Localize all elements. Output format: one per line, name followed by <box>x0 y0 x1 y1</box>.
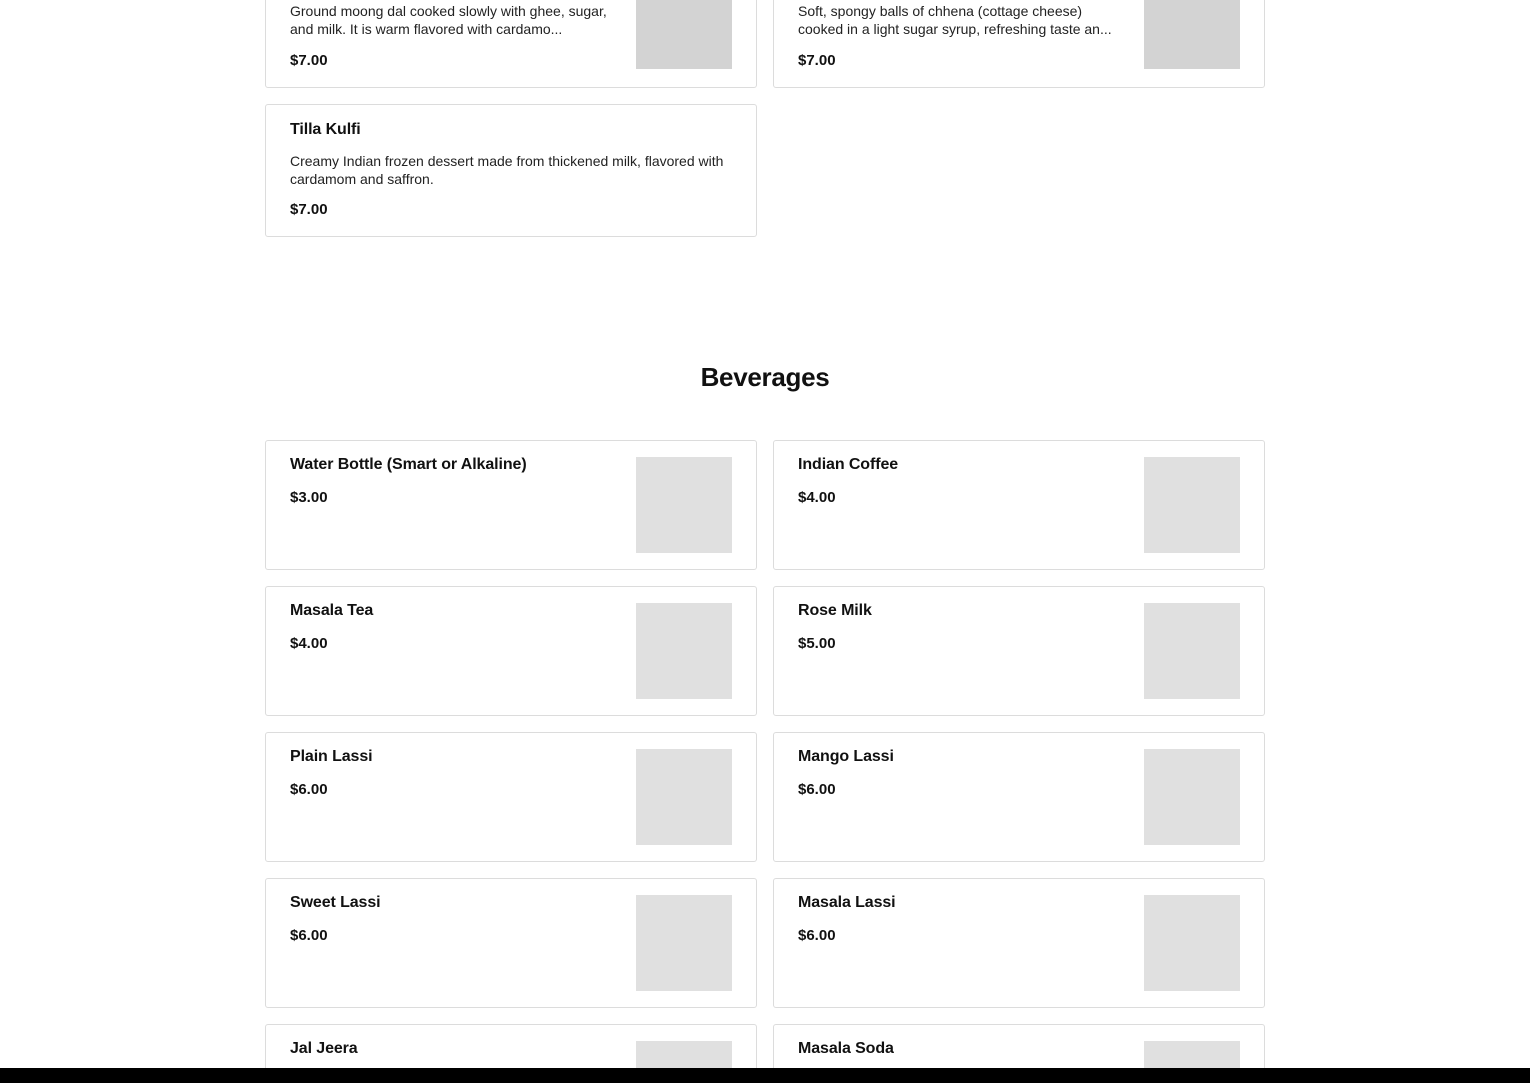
menu-item-name: Tilla Kulfi <box>290 121 361 138</box>
menu-item-price: $6.00 <box>290 927 328 944</box>
menu-item-price: $5.00 <box>798 635 836 652</box>
menu-item-card[interactable] <box>773 440 1265 570</box>
menu-item-price: $3.00 <box>290 489 328 506</box>
section-title-beverages: Beverages <box>700 362 830 392</box>
menu-item-price: $4.00 <box>798 489 836 506</box>
menu-item-name: Plain Lassi <box>290 748 373 765</box>
menu-item-name: Rose Milk <box>798 602 872 619</box>
menu-item-name: Mango Lassi <box>798 748 894 765</box>
menu-item-price: $7.00 <box>290 52 328 69</box>
menu-item-name: Masala Soda <box>798 1040 894 1057</box>
menu-item-name: Sweet Lassi <box>290 894 381 911</box>
menu-item-name: Masala Lassi <box>798 894 896 911</box>
menu-item-image-placeholder <box>636 0 732 69</box>
menu-item-card[interactable] <box>773 878 1265 1008</box>
menu-item-card[interactable] <box>773 732 1265 862</box>
menu-item-image-placeholder <box>1144 603 1240 699</box>
menu-item-name: Jal Jeera <box>290 1040 358 1057</box>
menu-item-price: $6.00 <box>798 781 836 798</box>
menu-item-image-placeholder <box>1144 457 1240 553</box>
menu-item-card[interactable] <box>265 732 757 862</box>
menu-item-card[interactable] <box>265 586 757 716</box>
menu-item-card[interactable] <box>265 0 757 88</box>
menu-item-name: Water Bottle (Smart or Alkaline) <box>290 456 527 473</box>
menu-item-card[interactable] <box>265 878 757 1008</box>
menu-item-price: $4.00 <box>290 635 328 652</box>
menu-item-description: Creamy Indian frozen dessert made from thickened milk, flavored with cardamom and saffron. <box>290 153 724 187</box>
menu-item-image-placeholder <box>636 457 732 553</box>
menu-item-card[interactable] <box>265 440 757 570</box>
menu-item-card[interactable] <box>773 586 1265 716</box>
menu-item-card[interactable] <box>265 104 757 237</box>
menu-item-card[interactable] <box>773 0 1265 88</box>
menu-item-price: $7.00 <box>290 201 328 218</box>
menu-item-name: Masala Tea <box>290 602 374 619</box>
menu-item-image-placeholder <box>1144 895 1240 991</box>
menu-item-name: Indian Coffee <box>798 456 899 473</box>
bottom-bar <box>0 1068 1530 1083</box>
menu-item-description: Soft, spongy balls of chhena (cottage cheese) cooked in a light sugar syrup, refreshing taste an... <box>798 3 1112 37</box>
menu-item-price: $6.00 <box>798 927 836 944</box>
menu-item-price: $6.00 <box>290 781 328 798</box>
menu-item-image-placeholder <box>1144 749 1240 845</box>
menu-item-price: $7.00 <box>798 52 836 69</box>
menu-item-image-placeholder <box>636 895 732 991</box>
menu-item-image-placeholder <box>636 603 732 699</box>
menu-item-image-placeholder <box>1144 0 1240 69</box>
menu-item-image-placeholder <box>636 749 732 845</box>
menu-item-description: Ground moong dal cooked slowly with ghee, sugar, and milk. It is warm flavored with cardamo... <box>290 3 607 37</box>
